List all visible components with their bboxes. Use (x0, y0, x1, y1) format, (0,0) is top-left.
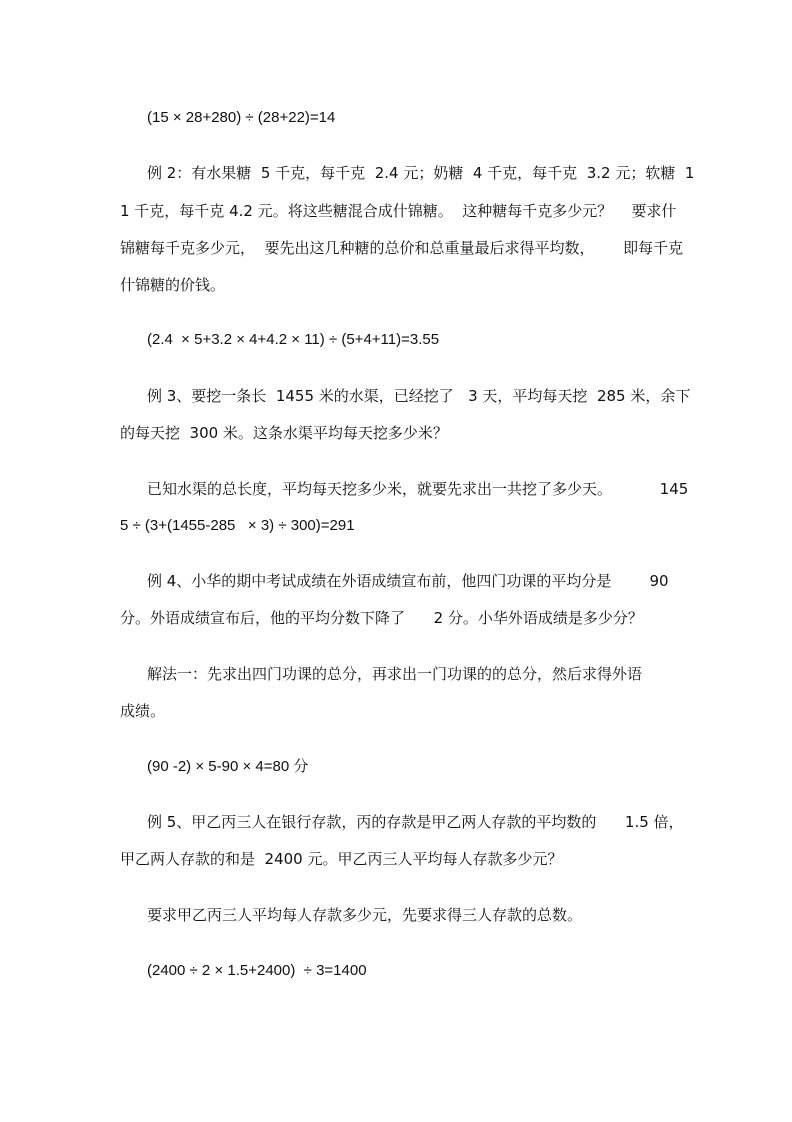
text-line: 甲乙两人存款的和是 2400 元。甲乙丙三人平均每人存款多少元？ (120, 850, 563, 868)
text-line: 例 5、甲乙丙三人在银行存款，丙的存款是甲乙两人存款的平均数的 1.5 倍， (147, 813, 684, 831)
text-line: 要求甲乙丙三人平均每人存款多少元，先要求得三人存款的总数。 (147, 906, 583, 924)
formula-line: (2400 ÷ 2 × 1.5+2400) ÷ 3=1400 (147, 962, 367, 979)
text-line: 例 3、要挖一条长 1455 米的水渠，已经挖了 3 天，平均每天挖 285 米，余下 (147, 387, 691, 405)
text-line: 成绩。 (120, 702, 166, 720)
text-line: 锦糖每千克多少元， 要先出这几种糖的总价和总重量最后求得平均数， 即每千克 (120, 239, 684, 257)
text-line: 已知水渠的总长度，平均每天挖多少米，就要先求出一共挖了多少天。 145 (147, 480, 689, 498)
text-line: 例 2：有水果糖 5 千克，每千克 2.4 元；奶糖 4 千克，每千克 3.2 元；软糖 1 (147, 164, 695, 182)
text-line: 的每天挖 300 米。这条水渠平均每天挖多少米？ (120, 424, 448, 442)
text-line: 1 千克，每千克 4.2 元。将这些糖混合成什锦糖。 这种糖每千克多少元？ 要求什 (120, 202, 677, 220)
formula-line: (15 × 28+280) ÷ (28+22)=14 (147, 109, 336, 126)
text-line: 解法一：先求出四门功课的总分，再求出一门功课的的总分，然后求得外语 (147, 665, 643, 683)
formula-line: (90 -2) × 5-90 × 4=80 分 (147, 758, 309, 775)
formula-line: 5 ÷ (3+(1455-285 × 3) ÷ 300)=291 (120, 517, 355, 534)
formula-line: (2.4 × 5+3.2 × 4+4.2 × 11) ÷ (5+4+11)=3.55 (147, 331, 440, 348)
text-line: 例 4、小华的期中考试成绩在外语成绩宣布前，他四门功课的平均分是 90 (147, 572, 669, 590)
text-line: 分。外语成绩宣布后，他的平均分数下降了 2 分。小华外语成绩是多少分？ (120, 609, 643, 627)
text-line: 什锦糖的价钱。 (120, 276, 226, 294)
